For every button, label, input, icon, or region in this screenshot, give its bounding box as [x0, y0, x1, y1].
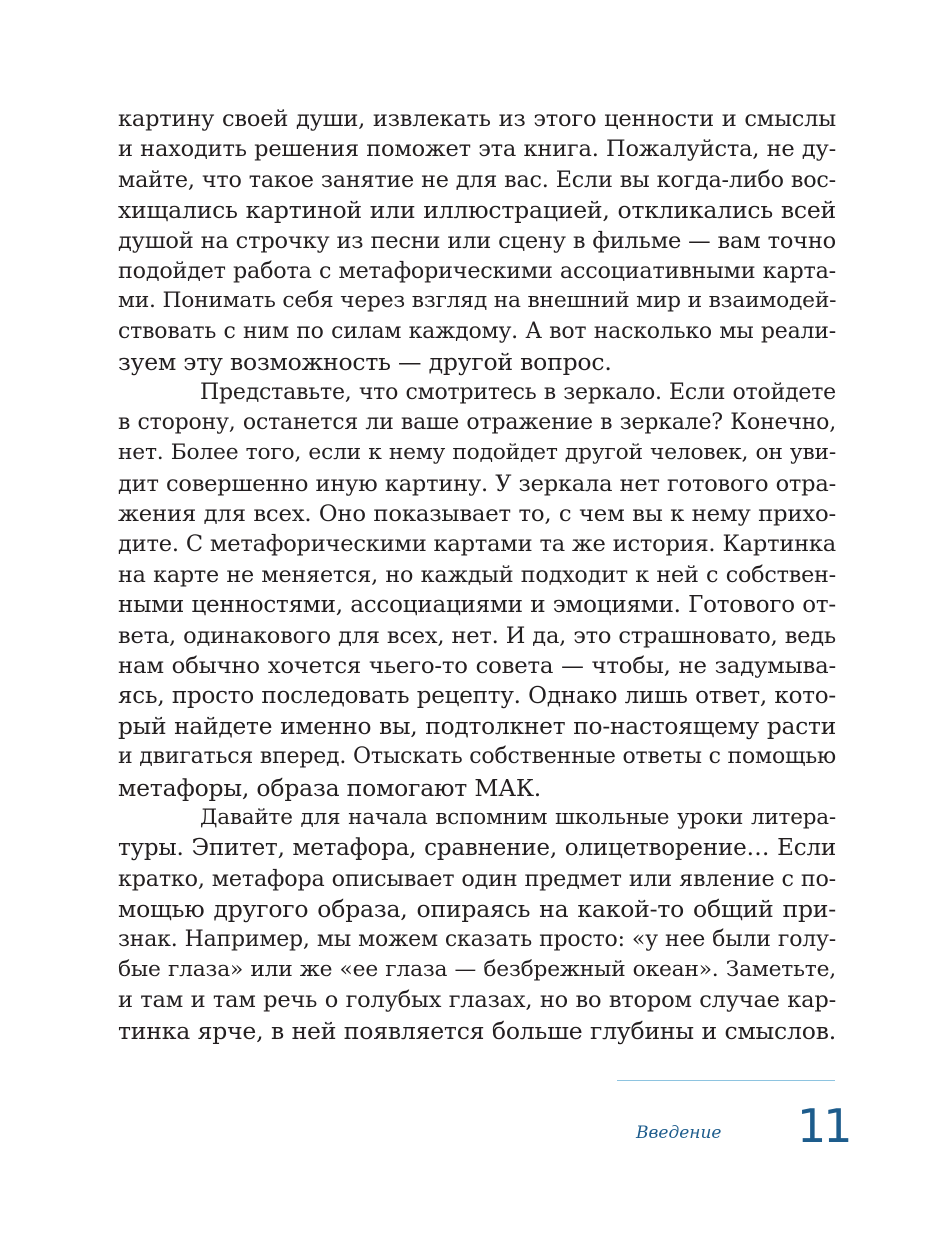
text-line: метафоры, образа помогают МАК. — [118, 773, 542, 802]
text-line: дит совершенно иную картину. У зеркала нет готового отра- — [118, 470, 836, 497]
text-line: жения для всех. Оно показывает то, с чем вы к нему прихо- — [118, 501, 836, 528]
text-line: и двигаться вперед. Отыскать собственные ответы с помощью — [118, 744, 836, 770]
text-line: ясь, просто последовать рецепту. Однако лишь ответ, кото- — [118, 683, 836, 710]
page-number: 11 — [797, 1099, 850, 1153]
text-line: мощью другого образа, опираясь на какой-то общий при- — [118, 895, 836, 924]
text-line: зуем эту возможность — другой вопрос. — [118, 348, 612, 377]
text-line: душой на строчку из песни или сцену в фильме — вам точно — [118, 227, 836, 254]
running-footer-section-title: Введение — [636, 1123, 722, 1143]
text-line: дите. С метафорическими картами та же история. Картинка — [118, 531, 836, 558]
text-line: хищались картиной или иллюстрацией, откликались всей — [118, 196, 836, 225]
text-line: и там и там речь о голубых глазах, но во втором случае кар- — [118, 987, 836, 1014]
text-line: картину своей души, извлекать из этого ценности и смыслы — [118, 106, 836, 132]
text-line: кратко, метафора описывает один предмет или явление с по- — [118, 865, 836, 892]
paragraph-first-line: Представьте, что смотритесь в зеркало. Если отойдете — [200, 379, 836, 405]
text-line: и находить решения поможет эта книга. Пожалуйста, не ду- — [118, 136, 836, 163]
text-line: на карте не меняется, но каждый подходит к ней с собствен- — [118, 561, 836, 588]
text-line: ми. Понимать себя через взгляд на внешний мир и взаимодей- — [118, 288, 837, 314]
text-line: тинка ярче, в ней появляется больше глубины и смыслов. — [118, 1016, 836, 1045]
footer-divider — [617, 1080, 835, 1081]
text-line: знак. Например, мы можем сказать просто: «у нее были голу- — [118, 926, 836, 952]
text-line: ствовать с ним по силам каждому. А вот насколько мы реали- — [118, 318, 836, 344]
text-line: нет. Более того, если к нему подойдет другой человек, он уви- — [118, 440, 836, 466]
text-line: в сторону, останется ли ваше отражение в зеркале? Конечно, — [118, 409, 836, 435]
text-line: рый найдете именно вы, подтолкнет по-настоящему расти — [118, 712, 836, 740]
text-line: майте, что такое занятие не для вас. Если вы когда-либо вос- — [118, 166, 836, 193]
text-line: туры. Эпитет, метафора, сравнение, олицетворение… Если — [118, 835, 836, 862]
text-line: ными ценностями, ассоциациями и эмоциями. Готового от- — [118, 592, 836, 619]
text-line: вета, одинакового для всех, нет. И да, это страшновато, ведь — [118, 622, 836, 649]
body-text — [118, 104, 836, 1046]
text-line: подойдет работа с метафорическими ассоциативными карта- — [118, 257, 836, 284]
paragraph-first-line: Давайте для начала вспомним школьные уроки литера- — [200, 804, 836, 830]
text-line: бые глаза» или же «ее глаза — безбрежный океан». Заметьте, — [118, 956, 836, 982]
text-line: нам обычно хочется чьего-то совета — чтобы, не задумыва- — [118, 653, 836, 680]
